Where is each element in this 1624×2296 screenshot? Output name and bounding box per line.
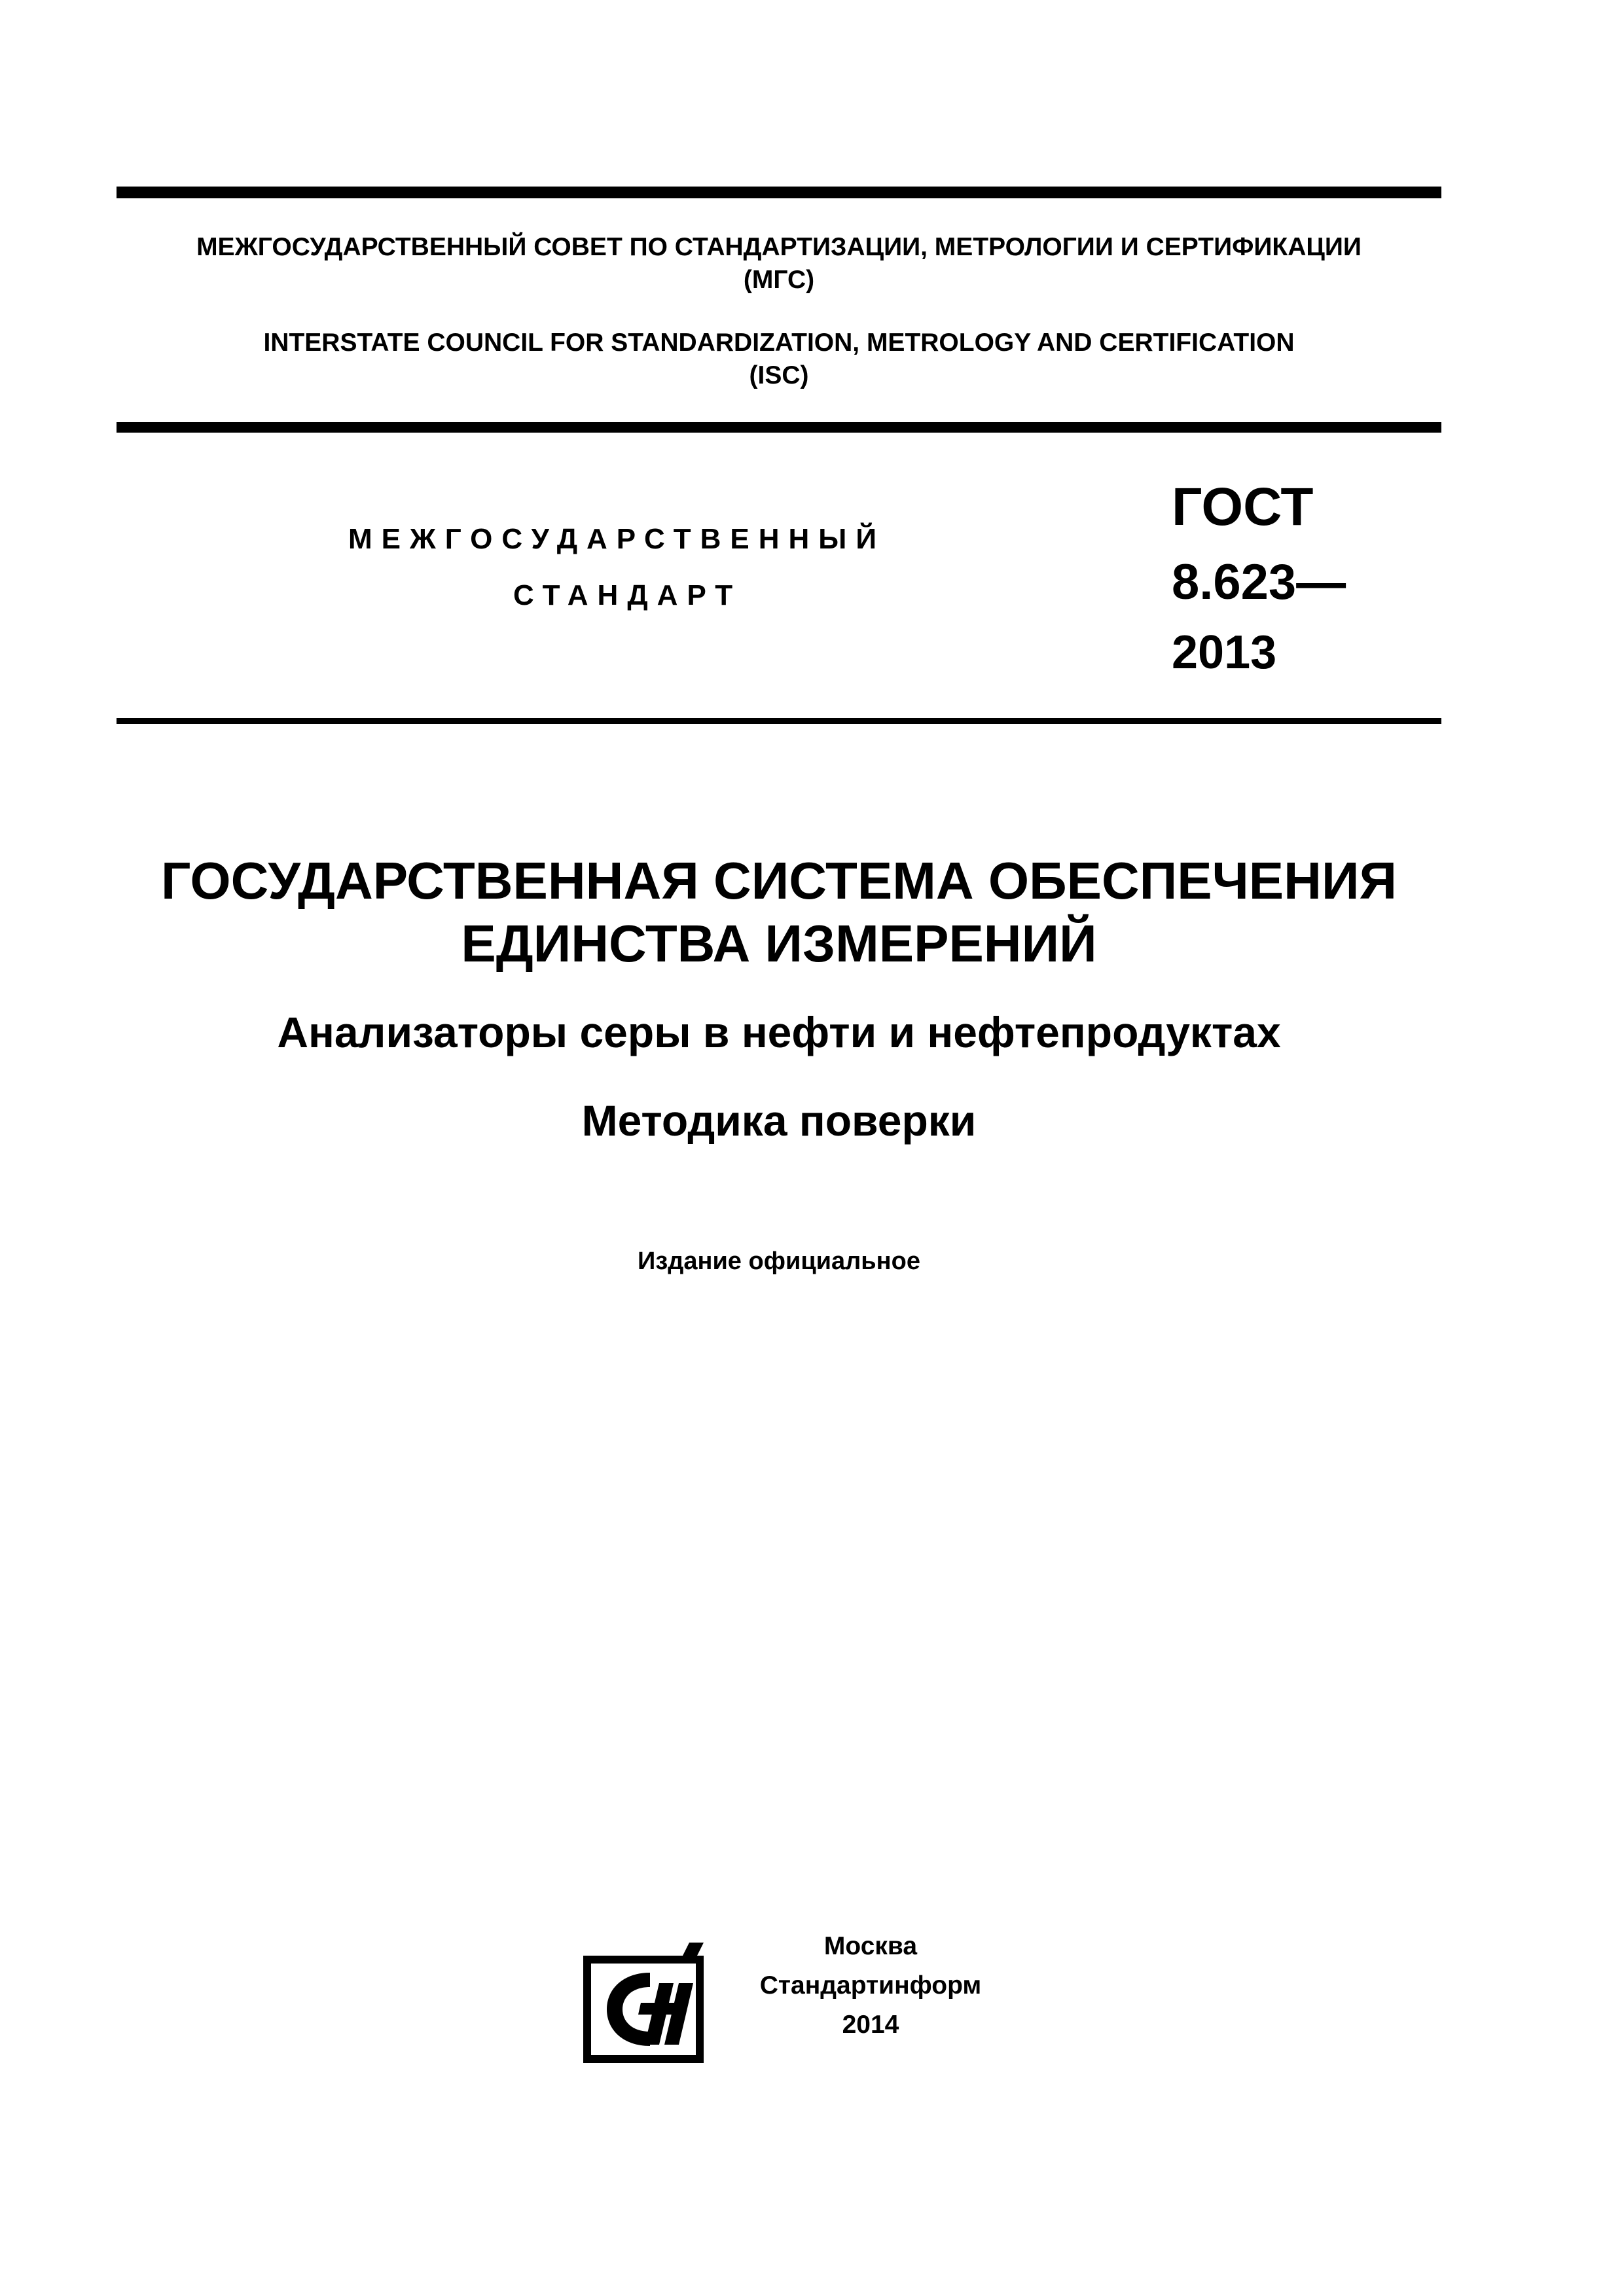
standard-code: ГОСТ <box>1172 477 1314 537</box>
council-name-en: INTERSTATE COUNCIL FOR STANDARDIZATION, METROLOGY AND CERTIFICATION <box>263 329 1295 357</box>
standartinform-logo-icon <box>578 1937 709 2068</box>
publisher-year: 2014 <box>842 2011 899 2039</box>
standard-type-line1: МЕЖГОСУДАРСТВЕННЫЙ <box>348 523 886 555</box>
header-bottom-rule <box>117 718 1441 724</box>
council-abbr-en: (ISC) <box>749 361 809 389</box>
publisher-city: Москва <box>823 1932 918 1960</box>
council-bottom-rule <box>117 422 1441 433</box>
document-title-line1: ГОСУДАРСТВЕННАЯ СИСТЕМА ОБЕСПЕЧЕНИЯ <box>161 852 1397 910</box>
document-title-line2: ЕДИНСТВА ИЗМЕРЕНИЙ <box>461 914 1097 973</box>
council-abbr-ru: (МГС) <box>743 266 815 294</box>
standard-year: 2013 <box>1172 626 1277 679</box>
document-subtitle: Анализаторы серы в нефти и нефтепродуктах <box>277 1008 1281 1056</box>
standard-type-line2: СТАНДАРТ <box>513 579 742 611</box>
top-rule <box>117 187 1441 198</box>
publisher-name: Стандартинформ <box>759 1971 982 2000</box>
edition-label: Издание официальное <box>638 1247 920 1275</box>
council-name-ru: МЕЖГОСУДАРСТВЕННЫЙ СОВЕТ ПО СТАНДАРТИЗАЦИИ, МЕТРОЛОГИИ И СЕРТИФИКАЦИИ <box>196 233 1362 261</box>
document-subtitle-2: Методика поверки <box>581 1096 977 1145</box>
standard-number: 8.623— <box>1172 554 1346 610</box>
